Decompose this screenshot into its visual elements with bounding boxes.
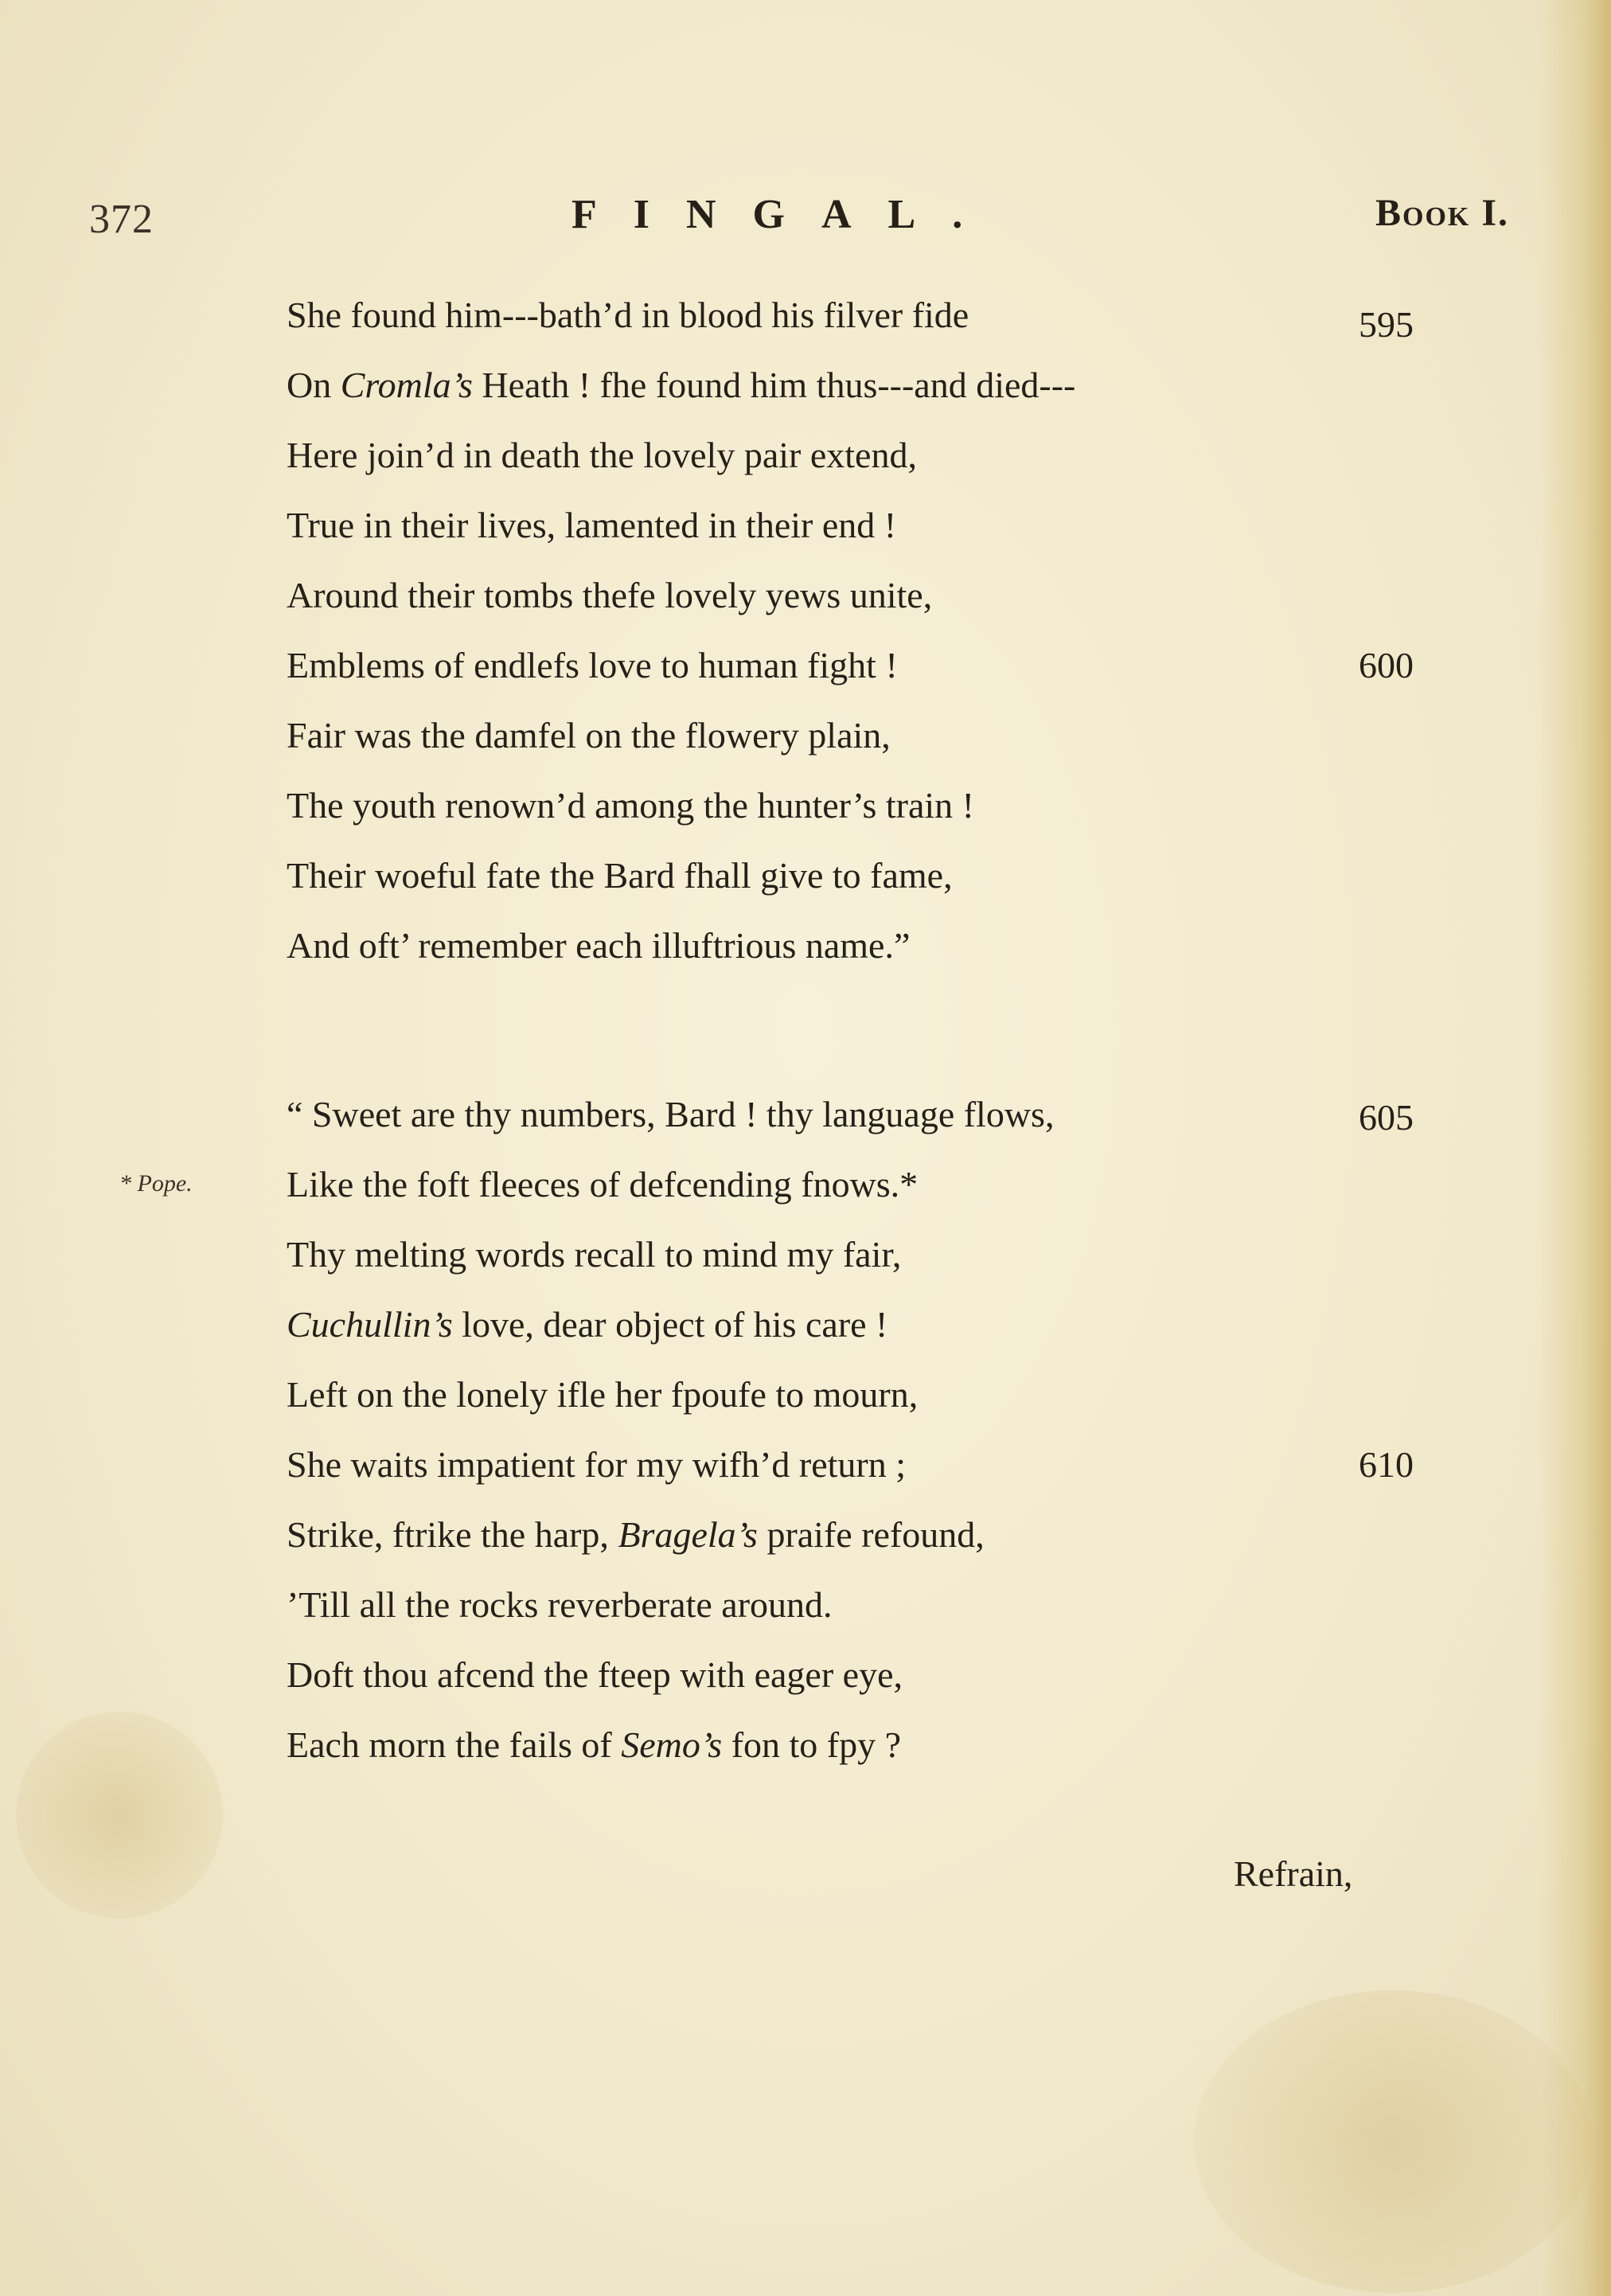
verse-line: Left on the lonely ifle her fpoufe to mourn, — [287, 1374, 919, 1415]
verse-line: Emblems of endlefs love to human fight ! — [287, 645, 898, 685]
paper-stain — [16, 1712, 223, 1919]
verse-line: And oft’ remember each illuftrious name.” — [287, 925, 911, 966]
verse-line: Their woeful fate the Bard fhall give to fame, — [287, 855, 953, 896]
verse-line: The youth renown’d among the hunter’s train ! — [287, 785, 974, 826]
line-number: 610 — [1359, 1444, 1414, 1485]
side-note: * Pope. — [119, 1170, 193, 1197]
page-edge-shadow — [1539, 0, 1611, 2296]
verse-line: “ Sweet are thy numbers, Bard ! thy language flows, — [287, 1094, 1055, 1134]
verse-line: Cuchullin’s love, dear object of his care ! — [287, 1304, 888, 1345]
paper-stain — [1194, 1990, 1592, 2293]
verse-line: Doft thou afcend the fteep with eager eye, — [287, 1654, 903, 1695]
page-number: 372 — [89, 197, 154, 242]
verse-line: Like the foft fleeces of defcending fnows.* — [287, 1164, 919, 1205]
page-header — [0, 185, 1611, 240]
verse-line: ’Till all the rocks reverberate around. — [287, 1584, 833, 1625]
line-number: 600 — [1359, 645, 1414, 685]
verse-line: Each morn the fails of Semo’s fon to fpy ? — [287, 1724, 902, 1765]
verse-line: Thy melting words recall to mind my fair, — [287, 1234, 902, 1275]
verse-line: Fair was the damfel on the flowery plain, — [287, 715, 891, 756]
verse-line: She waits impatient for my wifh’d return ; — [287, 1444, 907, 1485]
line-number: 595 — [1359, 304, 1414, 345]
verse-line: True in their lives, lamented in their end ! — [287, 505, 897, 545]
line-number: 605 — [1359, 1097, 1414, 1138]
running-title: FINGAL. — [571, 192, 1000, 237]
catchword: Refrain, — [1234, 1853, 1353, 1894]
verse-line: Here join’d in death the lovely pair extend, — [287, 435, 917, 475]
verse-line: Around their tombs thefe lovely yews unite, — [287, 575, 933, 615]
verse-line: Strike, ftrike the harp, Bragela’s praife refound, — [287, 1514, 985, 1555]
book-label: Book I. — [1375, 192, 1510, 234]
verse-line: She found him---bath’d in blood his filver fide — [287, 295, 969, 335]
verse-line: On Cromla’s Heath ! fhe found him thus---and died--- — [287, 365, 1076, 405]
